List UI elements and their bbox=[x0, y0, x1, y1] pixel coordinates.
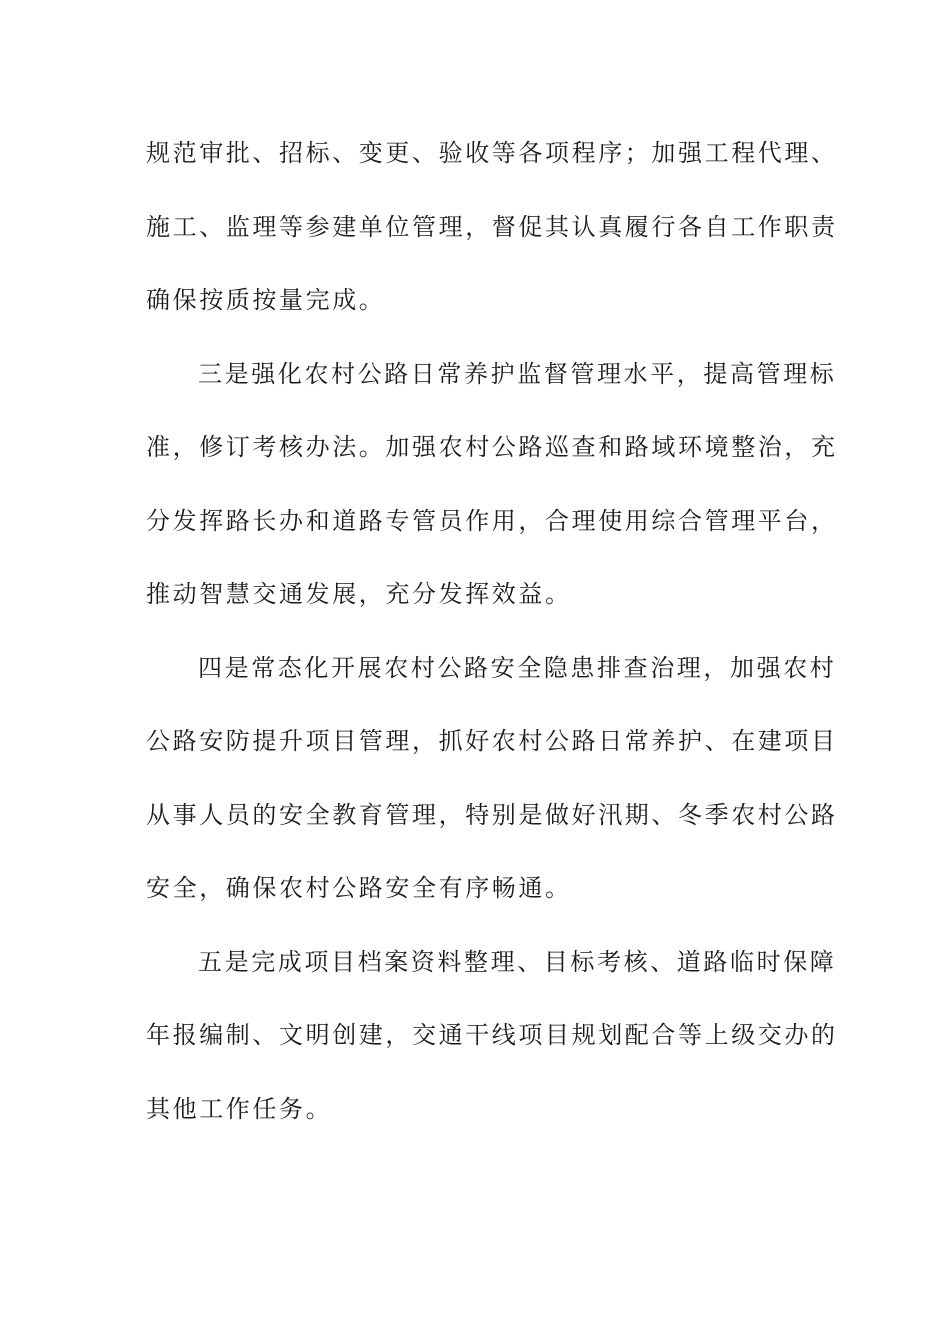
paragraph-3 bbox=[146, 643, 838, 937]
paragraph-2 bbox=[146, 349, 838, 643]
text-line: 推动智慧交通发展，充分发挥效益。 bbox=[146, 580, 572, 608]
text-line: 规范审批、招标、变更、验收等各项程序；加强工程代理、 bbox=[146, 139, 838, 167]
paragraph-1 bbox=[146, 128, 838, 349]
text-line: 其他工作任务。 bbox=[146, 1094, 333, 1123]
text-line: 四是常态化开展农村公路安全隐患排查治理，加强农村 bbox=[198, 653, 837, 682]
text-line: 年报编制、文明创建，交通干线项目规划配合等上级交办的 bbox=[146, 1021, 838, 1049]
text-line: 施工、监理等参建单位管理，督促其认真履行各自工作职责 bbox=[146, 212, 838, 241]
text-line: 公路安防提升项目管理，抓好农村公路日常养护、在建项目 bbox=[146, 727, 838, 755]
text-line: 分发挥路长办和道路专管员作用，合理使用综合管理平台， bbox=[146, 506, 838, 535]
paragraph-4 bbox=[146, 937, 838, 1158]
text-line: 三是强化农村公路日常养护监督管理水平，提高管理标 bbox=[198, 359, 837, 388]
text-line: 安全，确保农村公路安全有序畅通。 bbox=[146, 874, 572, 902]
document-body bbox=[146, 128, 838, 1157]
text-line: 五是完成项目档案资料整理、目标考核、道路临时保障 bbox=[198, 947, 837, 976]
text-line: 准，修订考核办法。加强农村公路巡查和路域环境整治，充 bbox=[146, 433, 838, 461]
text-line: 从事人员的安全教育管理，特别是做好汛期、冬季农村公路 bbox=[146, 800, 838, 829]
text-line: 确保按质按量完成。 bbox=[146, 286, 386, 314]
